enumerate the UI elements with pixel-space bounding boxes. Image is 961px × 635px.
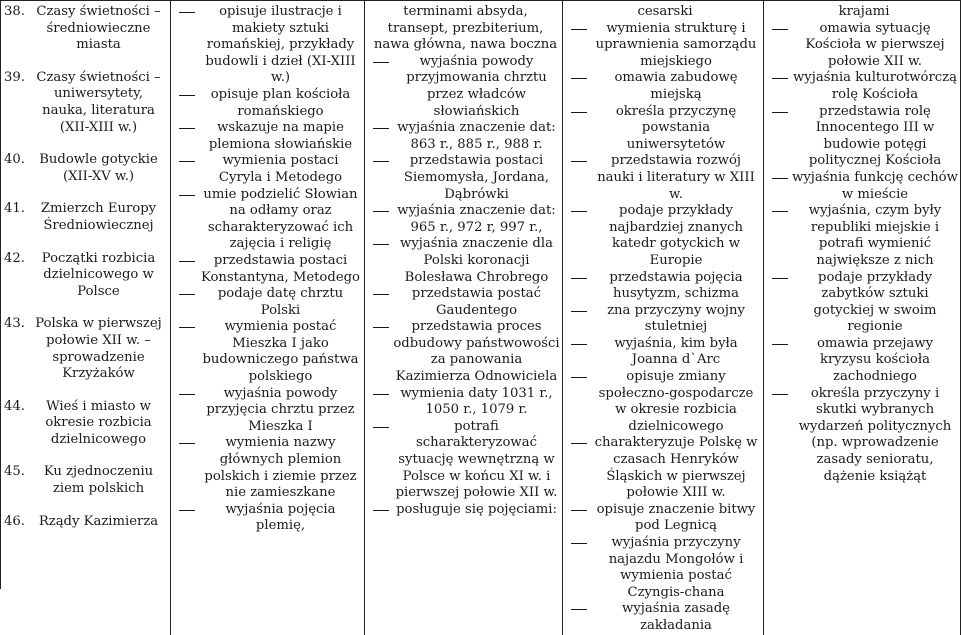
requirement-item xyxy=(569,21,761,71)
requirement-item xyxy=(371,502,560,519)
topic-number: 44. xyxy=(4,398,25,414)
requirement-item xyxy=(371,286,560,319)
requirement-item xyxy=(371,236,560,286)
continued-text: krajami xyxy=(838,4,890,19)
dash-bullet xyxy=(177,435,199,501)
requirement-text: podaje przykłady najbardziej znanych katedr gotyckich w Europie xyxy=(609,203,743,268)
topic-number: 43. xyxy=(4,316,25,332)
requirement-text: przedstawia postać Gaudentego xyxy=(411,286,542,318)
requirement-text: wyjaśnia znaczenie dat: 965 r., 972 r, 997 r., xyxy=(397,203,556,235)
requirement-text: przedstawia proces odbudowy państwowości za panowania Kazimierza Odnowiciela xyxy=(393,319,560,385)
requirement-item xyxy=(770,70,958,103)
requirement-item xyxy=(569,153,761,203)
topic-title: Początki rozbicia dzielnicowego w Polsce xyxy=(41,250,156,299)
dash-bullet xyxy=(177,153,199,186)
dash-bullet xyxy=(371,54,393,120)
dash-bullet xyxy=(177,120,199,153)
dash-bullet xyxy=(569,153,591,203)
requirement-item xyxy=(770,21,958,71)
requirement-text: przedstawia pojęcia husytyzm, schizma xyxy=(609,269,743,302)
requirement-text: omawia przejawy kryzysu kościoła zachodniego xyxy=(816,335,934,385)
dash-bullet xyxy=(371,386,393,419)
topic-title: Wieś i miasto w okresie rozbicia dzielnicowego xyxy=(45,398,152,447)
requirement-text: podaje datę chrztu Polski xyxy=(217,286,344,318)
topic-number: 46. xyxy=(4,513,25,529)
requirement-item xyxy=(177,502,362,535)
dash-bullet xyxy=(371,319,393,385)
dash-bullet xyxy=(569,270,591,303)
dash-bullet xyxy=(177,187,199,253)
requirement-item xyxy=(569,303,761,336)
dash-bullet xyxy=(770,170,792,203)
requirement-text: zna przyczyny wojny stuletniej xyxy=(607,302,745,335)
requirement-item xyxy=(371,153,560,203)
dash-bullet xyxy=(371,153,393,203)
continued-text: terminami absyda, transept, prezbiterium, nawa główna, nawa boczna xyxy=(373,4,558,53)
requirement-item xyxy=(177,87,362,120)
requirement-item xyxy=(569,70,761,103)
requirement-item xyxy=(569,535,761,601)
dash-bullet xyxy=(371,419,393,502)
requirement-item xyxy=(177,386,362,436)
dash-bullet xyxy=(770,336,792,386)
topic-row xyxy=(3,399,164,449)
requirements-column-good xyxy=(563,1,764,635)
requirements-column-verygood xyxy=(764,1,961,635)
topic-row xyxy=(3,514,164,531)
requirement-item xyxy=(177,286,362,319)
requirement-item xyxy=(770,270,958,336)
topic-number: 38. xyxy=(4,4,25,19)
dash-bullet xyxy=(569,303,591,336)
requirement-text: wyjaśnia funkcję cechów w mieście xyxy=(792,169,958,202)
requirement-text: wyjaśnia pojęcia plemię, xyxy=(225,501,336,534)
dash-bullet xyxy=(371,236,393,286)
requirement-text: określa przyczyny i skutki wybranych wydarzeń politycznych (np. wprowadzenie zasady senioratu, dążenie książąt xyxy=(798,385,952,484)
dash-bullet xyxy=(770,203,792,269)
requirement-text: wyjaśnia znaczenie dla Polski koronacji Bolesława Chrobrego xyxy=(400,236,553,285)
topic-number: 39. xyxy=(4,69,25,85)
requirement-text: określa przyczynę powstania uniwersytetów xyxy=(615,103,737,152)
topic-number: 45. xyxy=(4,464,25,480)
topic-title: Czasy świetności – średniowieczne miasta xyxy=(36,4,161,53)
requirement-text: charakteryzuje Polskę w czasach Henryków Śląskich w pierwszej połowie XIII w. xyxy=(594,435,758,501)
requirement-text: wyjaśnia znaczenie dat: 863 r., 885 r., 988 r. xyxy=(397,120,556,152)
requirement-text: omawia sytuację Kościoła w pierwszej połowie XII w. xyxy=(805,20,945,69)
requirement-item xyxy=(371,386,560,419)
dash-bullet xyxy=(177,286,199,319)
requirement-text: wyjaśnia przyczyny najazdu Mongołów i wymienia postać Czyngis-chana xyxy=(608,535,744,600)
dash-bullet xyxy=(770,104,792,170)
requirement-item xyxy=(177,435,362,501)
dash-bullet xyxy=(177,502,199,535)
requirement-text: opisuje plan kościoła romańskiego xyxy=(210,86,351,119)
topic-row xyxy=(3,152,164,185)
dash-bullet xyxy=(569,21,591,71)
dash-bullet xyxy=(371,203,393,236)
requirement-text: wyjaśnia zasadę zakładania xyxy=(622,601,730,633)
requirement-item xyxy=(569,601,761,634)
dash-bullet xyxy=(177,4,199,87)
topic-number: 42. xyxy=(4,250,25,266)
dash-bullet xyxy=(177,253,199,286)
requirement-item xyxy=(770,104,958,170)
requirement-item xyxy=(177,319,362,385)
dash-bullet xyxy=(569,70,591,103)
dash-bullet xyxy=(770,70,792,103)
requirement-item xyxy=(569,435,761,501)
requirement-text: wyjaśnia kulturotwórczą rolę Kościoła xyxy=(793,70,957,102)
requirement-item xyxy=(177,153,362,186)
dash-bullet xyxy=(770,386,792,486)
requirement-text: wymienia daty 1031 r., 1050 r., 1079 r. xyxy=(400,385,553,418)
topic-row xyxy=(3,4,164,54)
requirement-text: posługuje się pojęciami: xyxy=(396,501,557,517)
dash-bullet xyxy=(569,336,591,369)
requirements-column-extended xyxy=(365,1,563,635)
dash-bullet xyxy=(569,535,591,601)
dash-bullet xyxy=(569,369,591,435)
requirement-item xyxy=(569,270,761,303)
dash-bullet xyxy=(770,21,792,71)
topic-title: Budowle gotyckie (XII-XV w.) xyxy=(39,152,158,184)
continued-text: cesarski xyxy=(637,4,693,19)
topic-row xyxy=(3,316,164,382)
requirement-text: opisuje znaczenie bitwy pod Legnicą xyxy=(596,501,756,534)
requirement-text: wyjaśnia powody przyjmowania chrztu przez władców słowiańskich xyxy=(406,53,547,119)
requirement-item xyxy=(177,253,362,286)
requirement-item xyxy=(371,120,560,153)
requirement-text: potrafi scharakteryzować sytuację wewnętrzną w Polsce w końcu XI w. i pierwszej połowie XII w. xyxy=(395,418,558,501)
requirement-item xyxy=(770,170,958,203)
dash-bullet xyxy=(569,601,591,634)
requirement-text: opisuje ilustracje i makiety sztuki romańskiej, przykłady budowli i dzieł (XI-XIII w.) xyxy=(205,4,356,86)
topic-row xyxy=(3,201,164,234)
topic-title: Polska w pierwszej połowie XII w. – sprowadzenie Krzyżaków xyxy=(35,316,162,382)
requirements-column-basic xyxy=(171,1,365,635)
requirement-text: opisuje zmiany społeczno-gospodarcze w okresie rozbicia dzielnicowego xyxy=(598,369,754,434)
requirement-item xyxy=(569,502,761,535)
requirement-text: umie podzielić Słowian na odłamy oraz scharakteryzować ich zajęcia i religię xyxy=(203,186,358,252)
requirement-item xyxy=(770,203,958,269)
requirement-text: omawia zabudowę miejską xyxy=(614,70,738,102)
dash-bullet xyxy=(177,386,199,436)
requirement-item xyxy=(177,187,362,253)
requirement-text: przedstawia rozwój nauki i literatury w XIII w. xyxy=(597,153,755,202)
topic-row xyxy=(3,464,164,497)
topics-column xyxy=(1,1,171,635)
dash-bullet xyxy=(177,319,199,385)
requirement-item xyxy=(569,203,761,269)
requirement-item xyxy=(177,120,362,153)
dash-bullet xyxy=(177,87,199,120)
requirement-text: przedstawia postaci Konstantyna, Metodego xyxy=(200,252,361,285)
dash-bullet xyxy=(569,104,591,154)
dash-bullet xyxy=(371,120,393,153)
topic-title: Ku zjednoczeniu ziem polskich xyxy=(43,464,154,497)
dash-bullet xyxy=(569,203,591,269)
requirement-text: podaje przykłady zabytków sztuki gotyckiej w swoim regionie xyxy=(813,269,937,335)
requirement-item xyxy=(371,54,560,120)
topic-title: Rządy Kazimierza xyxy=(38,513,159,529)
requirement-text: wyjaśnia powody przyjęcia chrztu przez Mieszka I xyxy=(206,385,355,434)
requirement-item xyxy=(371,419,560,502)
dash-bullet xyxy=(371,502,393,519)
requirement-text: wymienia postaci Cyryla i Metodego xyxy=(218,153,343,185)
topic-row xyxy=(3,70,164,136)
requirement-item xyxy=(569,336,761,369)
requirement-text: wyjaśnia, kim była Joanna d`Arc xyxy=(614,335,738,368)
topic-number: 41. xyxy=(4,201,25,217)
topic-title: Czasy świetności – uniwersytety, nauka, literatura (XII-XIII w.) xyxy=(36,69,161,135)
dash-bullet xyxy=(371,286,393,319)
topic-number: 40. xyxy=(4,152,25,168)
topic-row xyxy=(3,251,164,301)
dash-bullet xyxy=(770,270,792,336)
requirement-item xyxy=(371,319,560,385)
requirement-text: wskazuje na mapie plemiona słowiańskie xyxy=(208,120,353,152)
requirement-text: wymienia nazwy głównych plemion polskich i ziemie przez nie zamieszkane xyxy=(204,435,357,501)
requirement-text: przedstawia postaci Siemomysła, Jordana, Dąbrówki xyxy=(403,153,550,202)
requirement-text: wymienia strukturę i uprawnienia samorządu miejskiego xyxy=(595,20,757,69)
requirement-text: wymienia postać Mieszka I jako budowniczego państwa polskiego xyxy=(202,319,359,385)
requirement-text: wyjaśnia, czym były republiki miejskie i potrafi wymienić największe z nich xyxy=(808,203,942,268)
requirement-text: przedstawia rolę Innocentego III w budowie potęgi politycznej Kościoła xyxy=(808,103,942,169)
requirement-item xyxy=(371,203,560,236)
requirement-item xyxy=(770,336,958,386)
requirement-item xyxy=(569,369,761,435)
requirement-item xyxy=(770,386,958,486)
requirement-item xyxy=(569,104,761,154)
dash-bullet xyxy=(569,435,591,501)
dash-bullet xyxy=(569,502,591,535)
topic-title: Zmierzch Europy Średniowiecznej xyxy=(40,201,157,233)
requirement-item xyxy=(177,4,362,87)
